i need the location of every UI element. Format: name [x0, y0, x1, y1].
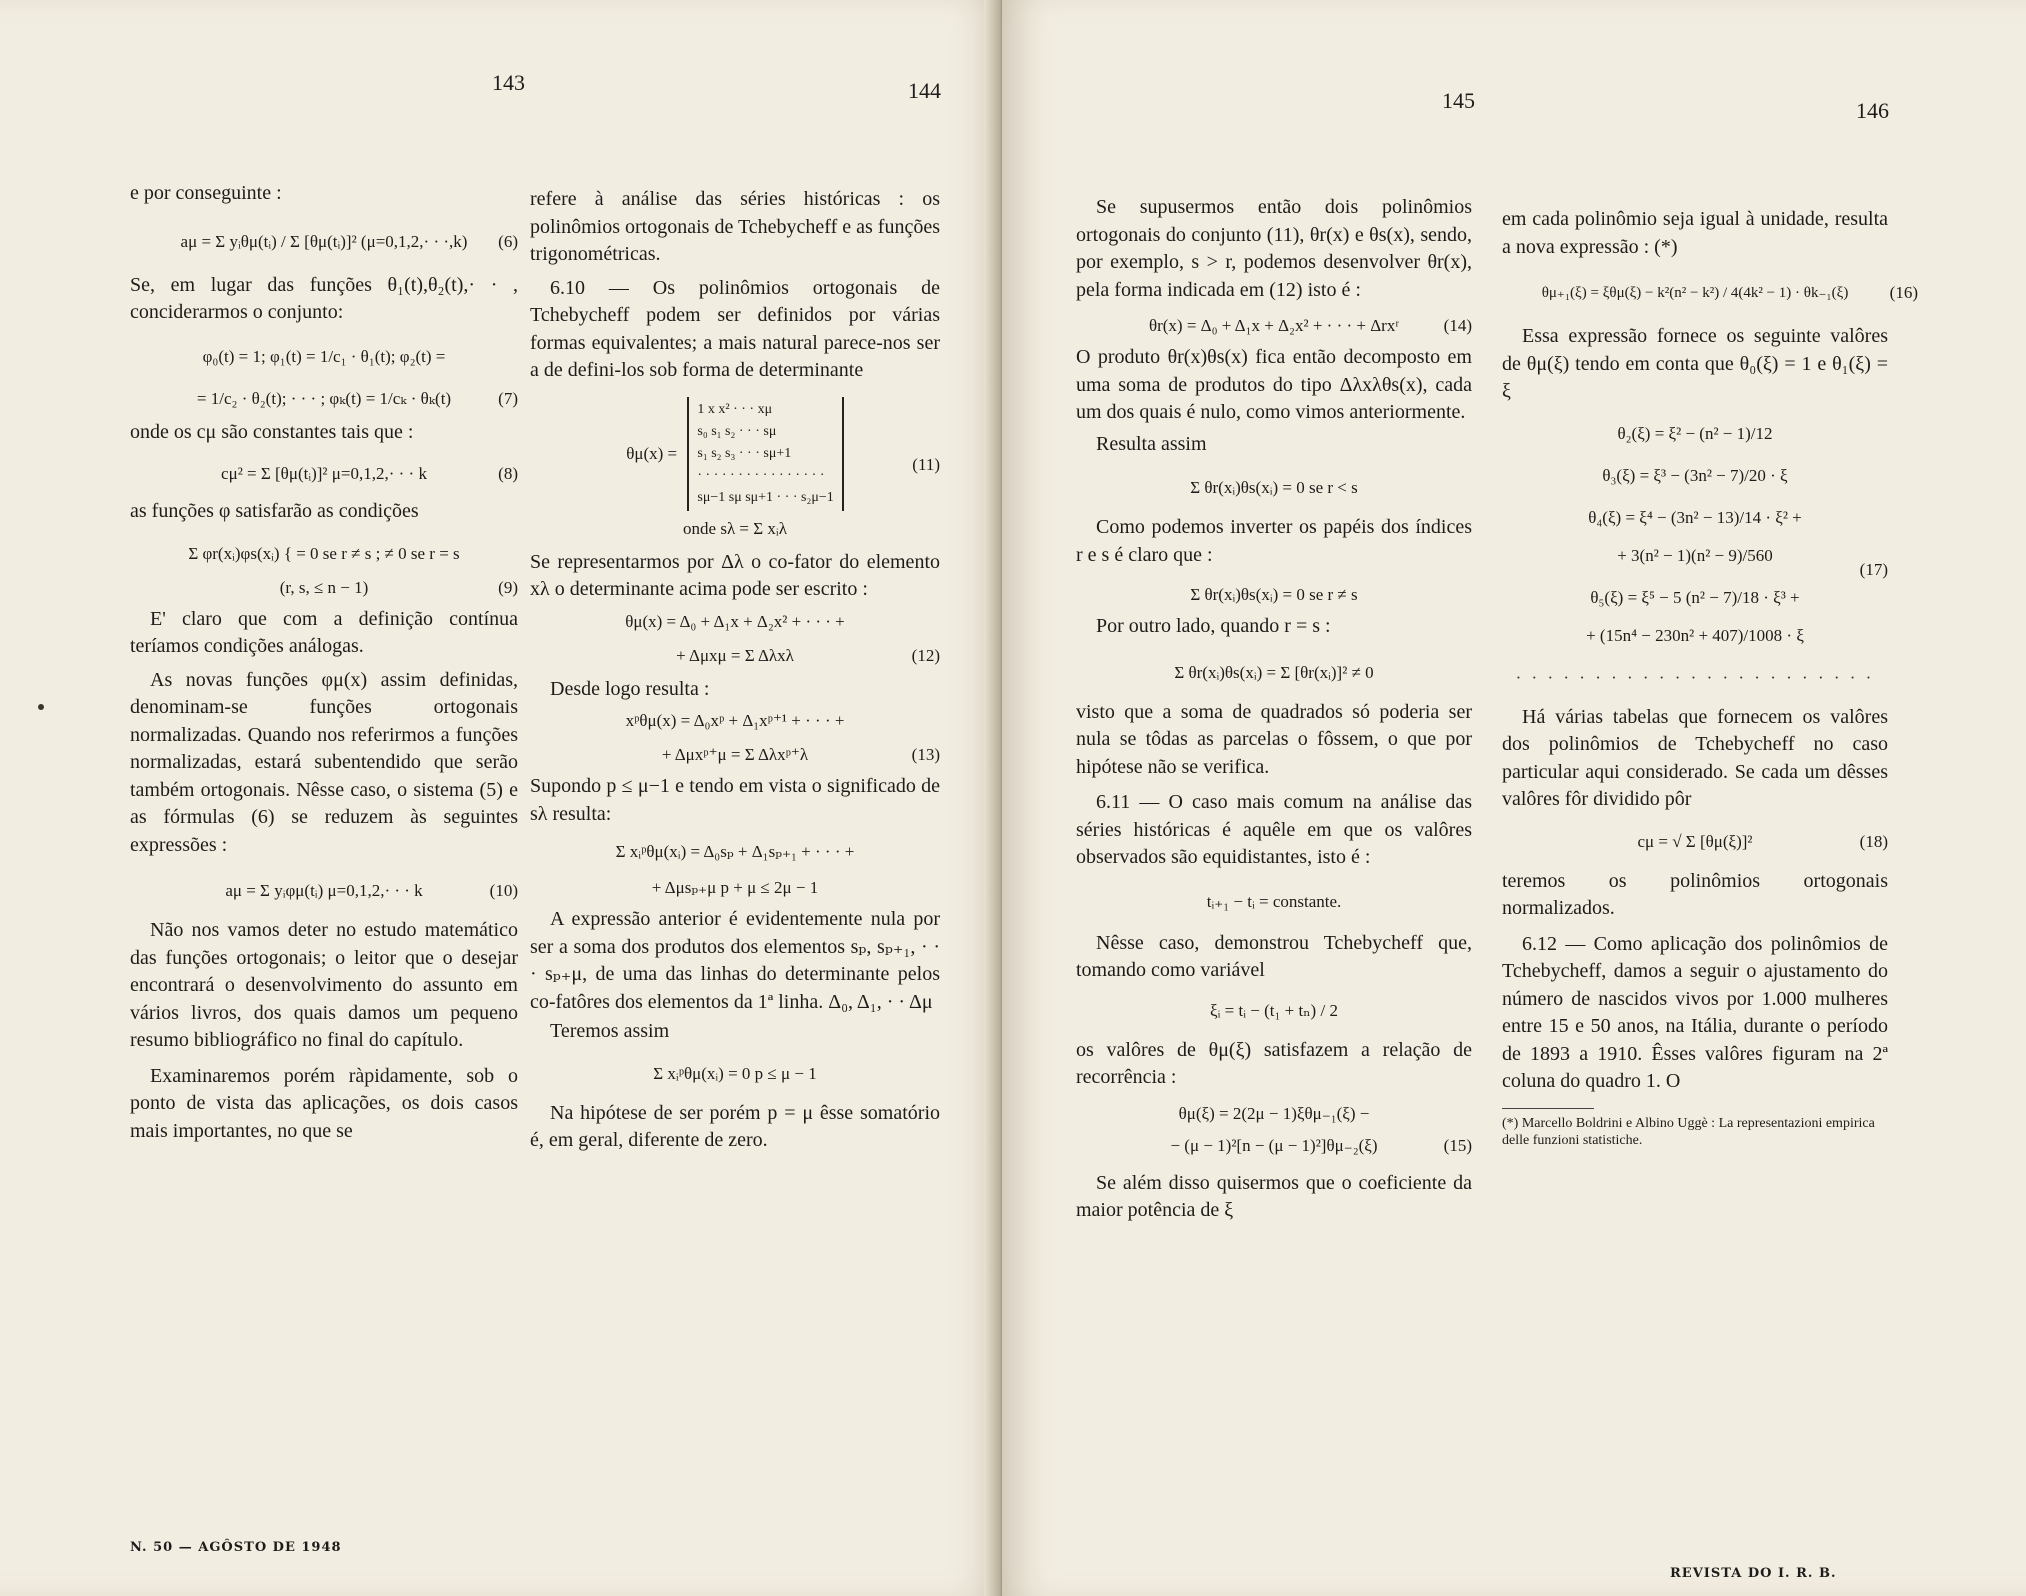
equation-text: θ₄(ξ) = ξ⁴ − (3n² − 13)/14 · ξ² + — [1588, 507, 1802, 527]
paragraph: em cada polinômio seja igual à unidade, resulta a nova expressão : (*) — [1502, 208, 1888, 258]
equation-number: (12) — [911, 645, 940, 665]
equation-text: + Δμxμ = Σ Δλxλ — [676, 645, 794, 665]
column-page-144 — [530, 186, 940, 1157]
paragraph: Se além disso quisermos que o coeficiente da maior potência de ξ — [1076, 1171, 1472, 1221]
equation-9 — [130, 542, 518, 600]
equation-sum-zero — [530, 1062, 940, 1086]
equation-text: aμ = Σ yᵢφμ(tᵢ) μ=0,1,2,· · · k — [225, 881, 423, 900]
equation-text: = 1/c₂ · θ₂(t); · · · ; φₖ(t) = 1/cₖ · θₖ(t) — [196, 388, 452, 408]
equation-16 — [1502, 281, 1918, 305]
equation-text: + Δμsₚ₊μ p + μ ≤ 2μ − 1 — [651, 878, 819, 897]
equation-text: θμ(x) = — [626, 443, 678, 463]
paragraph: Essa expressão fornece os seguinte valôres de θμ(ξ) tendo em conta que θ₀(ξ) = 1 e θ₁(ξ) = ξ — [1502, 325, 1888, 402]
equation-text: ξᵢ = tᵢ − (t₁ + tₙ) / 2 — [1210, 1000, 1338, 1020]
paragraph: As novas funções φμ(x) assim definidas, denominam-se funções ortogonais normalizadas. Quando nos referirmos a funções normalizadas, estará subentendido que serão também ortogonais. Nêsse caso, o sistema (5) e as fórmulas (6) se reduzem às seguintes expressões : — [130, 668, 518, 856]
equation-17 — [1502, 422, 1888, 690]
paragraph: Na hipótese de ser porém p = μ êsse somatório é, em geral, diferente de zero. — [530, 1101, 940, 1151]
paragraph: Nêsse caso, demonstrou Tchebycheff que, tomando como variável — [1076, 931, 1472, 981]
paragraph: Desde logo resulta : — [550, 677, 710, 700]
equation-text: θμ₊₁(ξ) = ξθμ(ξ) − k²(n² − k²) / 4(4k² − 1) · θk₋₁(ξ) — [1541, 285, 1849, 301]
paragraph: as funções φ satisfarão as condições — [130, 500, 419, 522]
equation-number: (11) — [912, 454, 940, 474]
paragraph: Por outro lado, quando r = s : — [1096, 615, 1331, 637]
equation-text: θ₅(ξ) = ξ⁵ − 5 (n² − 7)/18 · ξ³ + — [1590, 587, 1800, 607]
ink-spot — [38, 704, 44, 710]
paragraph: A expressão anterior é evidentemente nula por ser a soma dos produtos dos elementos sₚ, sₚ₊₁, · · · sₚ₊μ, de uma das linhas do determinante pelos co-fatôres dos elementos da 1ª linha. Δ₀, Δ₁, · · Δμ — [530, 908, 940, 1013]
column-page-146 — [1502, 206, 1918, 1149]
equation-orthogonality-1 — [1076, 476, 1472, 500]
footnote-rule — [1502, 1108, 1594, 1115]
equation-text: θμ(ξ) = 2(2μ − 1)ξθμ₋₁(ξ) − — [1178, 1103, 1370, 1123]
equation-10 — [130, 879, 518, 903]
paragraph: Teremos assim — [550, 1020, 670, 1042]
equation-text: Σ θr(xᵢ)θs(xᵢ) = 0 se r ≠ s — [1190, 585, 1358, 604]
footer-journal: REVISTA DO I. R. B. — [1670, 1566, 1837, 1581]
equation-text: cμ = √ Σ [θμ(ξ)]² — [1637, 831, 1753, 851]
equation-text: θ₂(ξ) = ξ² − (n² − 1)/12 — [1617, 423, 1773, 443]
page-number-145: 145 — [1442, 88, 1475, 113]
equation-text: tᵢ₊₁ − tᵢ = constante. — [1206, 891, 1342, 911]
footer-issue: N. 50 — AGÔSTO DE 1948 — [130, 1540, 342, 1555]
column-page-145 — [1076, 194, 1472, 1227]
equation-number: (7) — [498, 388, 518, 408]
equation-text: Σ xᵢᵖθμ(xᵢ) = 0 p ≤ μ − 1 — [653, 1063, 817, 1083]
determinant-matrix — [687, 397, 843, 511]
paragraph: Se representarmos por Δλ o co-fator do elemento xλ o determinante acima pode ser escrito : — [530, 550, 940, 600]
matrix-row: s₀ s₁ s₂ · · · sμ — [697, 423, 777, 439]
paragraph: Supondo p ≤ μ−1 e tendo em vista o significado de sλ resulta: — [530, 775, 940, 825]
equation-7 — [130, 345, 518, 411]
paragraph: Como podemos inverter os papéis dos índices r e s é claro que : — [1076, 516, 1472, 566]
footnote: (*) Marcello Boldrini e Albino Uggè : La representazioni empirica delle funzioni statistiche. — [1502, 1115, 1875, 1148]
equation-number: (17) — [1859, 559, 1888, 579]
equation-text: aμ = Σ yᵢθμ(tᵢ) / Σ [θμ(tᵢ)]² (μ=0,1,2,· · ·,k) — [180, 231, 468, 251]
continuation-dots: · · · · · · · · · · · · · · · · · · · · · · · — [1515, 667, 1875, 687]
paragraph: e por conseguinte : — [130, 182, 282, 204]
paragraph: Resulta assim — [1096, 432, 1207, 455]
equation-text: (r, s, ≤ n − 1) — [279, 577, 369, 597]
equation-18 — [1502, 830, 1888, 854]
right-page — [1002, 0, 2026, 1596]
matrix-row: · · · · · · · · · · · · · · · · — [697, 467, 825, 483]
paragraph: Examinaremos porém ràpidamente, sob o ponto de vista das aplicações, os dois casos mais importantes, no que se — [130, 1064, 518, 1142]
equation-8 — [130, 462, 518, 486]
column-page-143 — [130, 180, 518, 1147]
equation-text: θ₃(ξ) = ξ³ − (3n² − 7)/20 · ξ — [1602, 465, 1788, 485]
equation-text: θμ(x) = Δ₀ + Δ₁x + Δ₂x² + · · · + — [625, 611, 845, 631]
paragraph: visto que a soma de quadrados só poderia ser nula se tôdas as parcelas o fôssem, o que por hipótese não se verifica. — [1076, 700, 1472, 778]
paragraph: onde os cμ são constantes tais que : — [130, 420, 414, 443]
equation-number: (15) — [1443, 1135, 1472, 1155]
paragraph: 6.11 — O caso mais comum na análise das séries históricas é aquêle em que os valôres observados são equidistantes, isto é : — [1076, 791, 1472, 868]
equation-text: cμ² = Σ [θμ(tᵢ)]² μ=0,1,2,· · · k — [221, 464, 427, 483]
equation-text: + Δμxᵖ⁺μ = Σ Δλxᵖ⁺λ — [661, 745, 809, 764]
equation-number: (13) — [911, 745, 940, 764]
equation-15 — [1076, 1102, 1472, 1158]
page-number-144: 144 — [908, 78, 941, 103]
equation-13 — [530, 709, 940, 767]
equation-text: + (15n⁴ − 230n² + 407)/1008 · ξ — [1586, 625, 1804, 645]
paragraph: Não nos vamos deter no estudo matemático das funções ortogonais; o leitor que o desejar encontrará o desenvolvimento do assunto em vários livros, dos quais damos um pequeno resumo bibliográfico no final do capítulo. — [130, 919, 518, 1051]
equation-text: Σ θr(xᵢ)θs(xᵢ) = 0 se r < s — [1190, 478, 1358, 497]
equation-text: φ₀(t) = 1; φ₁(t) = 1/c₁ · θ₁(t); φ₂(t) = — [202, 346, 446, 366]
equation-11 — [530, 397, 940, 541]
paragraph: 6.12 — Como aplicação dos polinômios de Tchebycheff, damos a seguir o ajustamento do número de nascidos vivos por 1.000 mulheres entre 15 e 50 anos, na Itália, durante o período de 1893 a 1910. Êsses valôres figuram na 2ª coluna do quadro 1. O — [1502, 932, 1888, 1092]
equation-text: Σ φr(xᵢ)φs(xᵢ) { = 0 se r ≠ s ; ≠ 0 se r = s — [188, 543, 460, 563]
equation-variable-xi — [1076, 999, 1472, 1023]
paragraph: 6.10 — Os polinômios ortogonais de Tchebycheff podem ser definidos por várias formas equivalentes; a mais natural parece-nos ser a de defini-los sob forma de determinante — [530, 276, 940, 381]
equation-12 — [530, 610, 940, 668]
matrix-row: sμ−1 sμ sμ+1 · · · s₂μ−1 — [697, 489, 834, 505]
equation-14 — [1076, 314, 1472, 338]
equation-number: (6) — [498, 231, 518, 251]
equation-text: onde sλ = Σ xᵢλ — [683, 518, 787, 538]
equation-text: Σ θr(xᵢ)θs(xᵢ) = Σ [θr(xᵢ)]² ≠ 0 — [1174, 662, 1374, 682]
matrix-row: 1 x x² · · · xμ — [697, 401, 773, 417]
equation-text: − (μ − 1)²[n − (μ − 1)²]θμ₋₂(ξ) — [1170, 1135, 1378, 1155]
equation-13-expansion — [530, 840, 940, 900]
paragraph: Há várias tabelas que fornecem os valôres dos polinômios de Tchebycheff no caso particular aqui considerado. Se cada um dêsses valôres fôr dividido pôr — [1502, 705, 1888, 810]
paragraph: E' claro que com a definição contínua teríamos condições análogas. — [130, 607, 518, 657]
left-page — [0, 0, 1002, 1596]
paragraph: Se supusermos então dois polinômios ortogonais do conjunto (11), θr(x) e θs(x), sendo, por exemplo, s > r, podemos desenvolver θr(x), pela forma indicada em (12) isto é : — [1076, 196, 1472, 301]
equation-number: (10) — [489, 881, 518, 900]
equation-text: θr(x) = Δ₀ + Δ₁x + Δ₂x² + · · · + Δrxʳ — [1148, 316, 1400, 335]
paragraph: Se, em lugar das funções θ₁(t),θ₂(t),· · , conciderarmos o conjunto: — [130, 273, 518, 323]
equation-number: (8) — [498, 464, 518, 483]
paragraph: refere à análise das séries históricas : os polinômios ortogonais de Tchebycheff e as funções trigonométricas. — [530, 188, 940, 265]
equation-text: + 3(n² − 1)(n² − 9)/560 — [1617, 545, 1773, 565]
paragraph: O produto θr(x)θs(x) fica então decomposto em uma soma de produtos do tipo Δλxλθs(x), cada um dos quais é nulo, como vimos anteriormente. — [1076, 346, 1472, 423]
equation-number: (9) — [498, 577, 518, 597]
page-number-146: 146 — [1856, 98, 1889, 123]
equation-6 — [130, 230, 518, 254]
equation-orthogonality-2 — [1076, 583, 1472, 607]
equation-text: Σ xᵢᵖθμ(xᵢ) = Δ₀sₚ + Δ₁sₚ₊₁ + · · · + — [615, 842, 855, 861]
equation-number: (16) — [1889, 283, 1918, 302]
matrix-row: s₁ s₂ s₃ · · · sμ+1 — [697, 445, 792, 461]
paragraph: os valôres de θμ(ξ) satisfazem a relação de recorrência : — [1076, 1038, 1472, 1088]
equation-equidistant — [1076, 890, 1472, 914]
paragraph: teremos os polinômios ortogonais normalizados. — [1502, 869, 1888, 919]
page-number-143: 143 — [492, 70, 525, 95]
equation-number: (18) — [1859, 831, 1888, 851]
equation-text: xᵖθμ(x) = Δ₀xᵖ + Δ₁xᵖ⁺¹ + · · · + — [625, 711, 845, 730]
equation-orthogonality-3 — [1076, 661, 1472, 685]
equation-number: (14) — [1443, 316, 1472, 335]
